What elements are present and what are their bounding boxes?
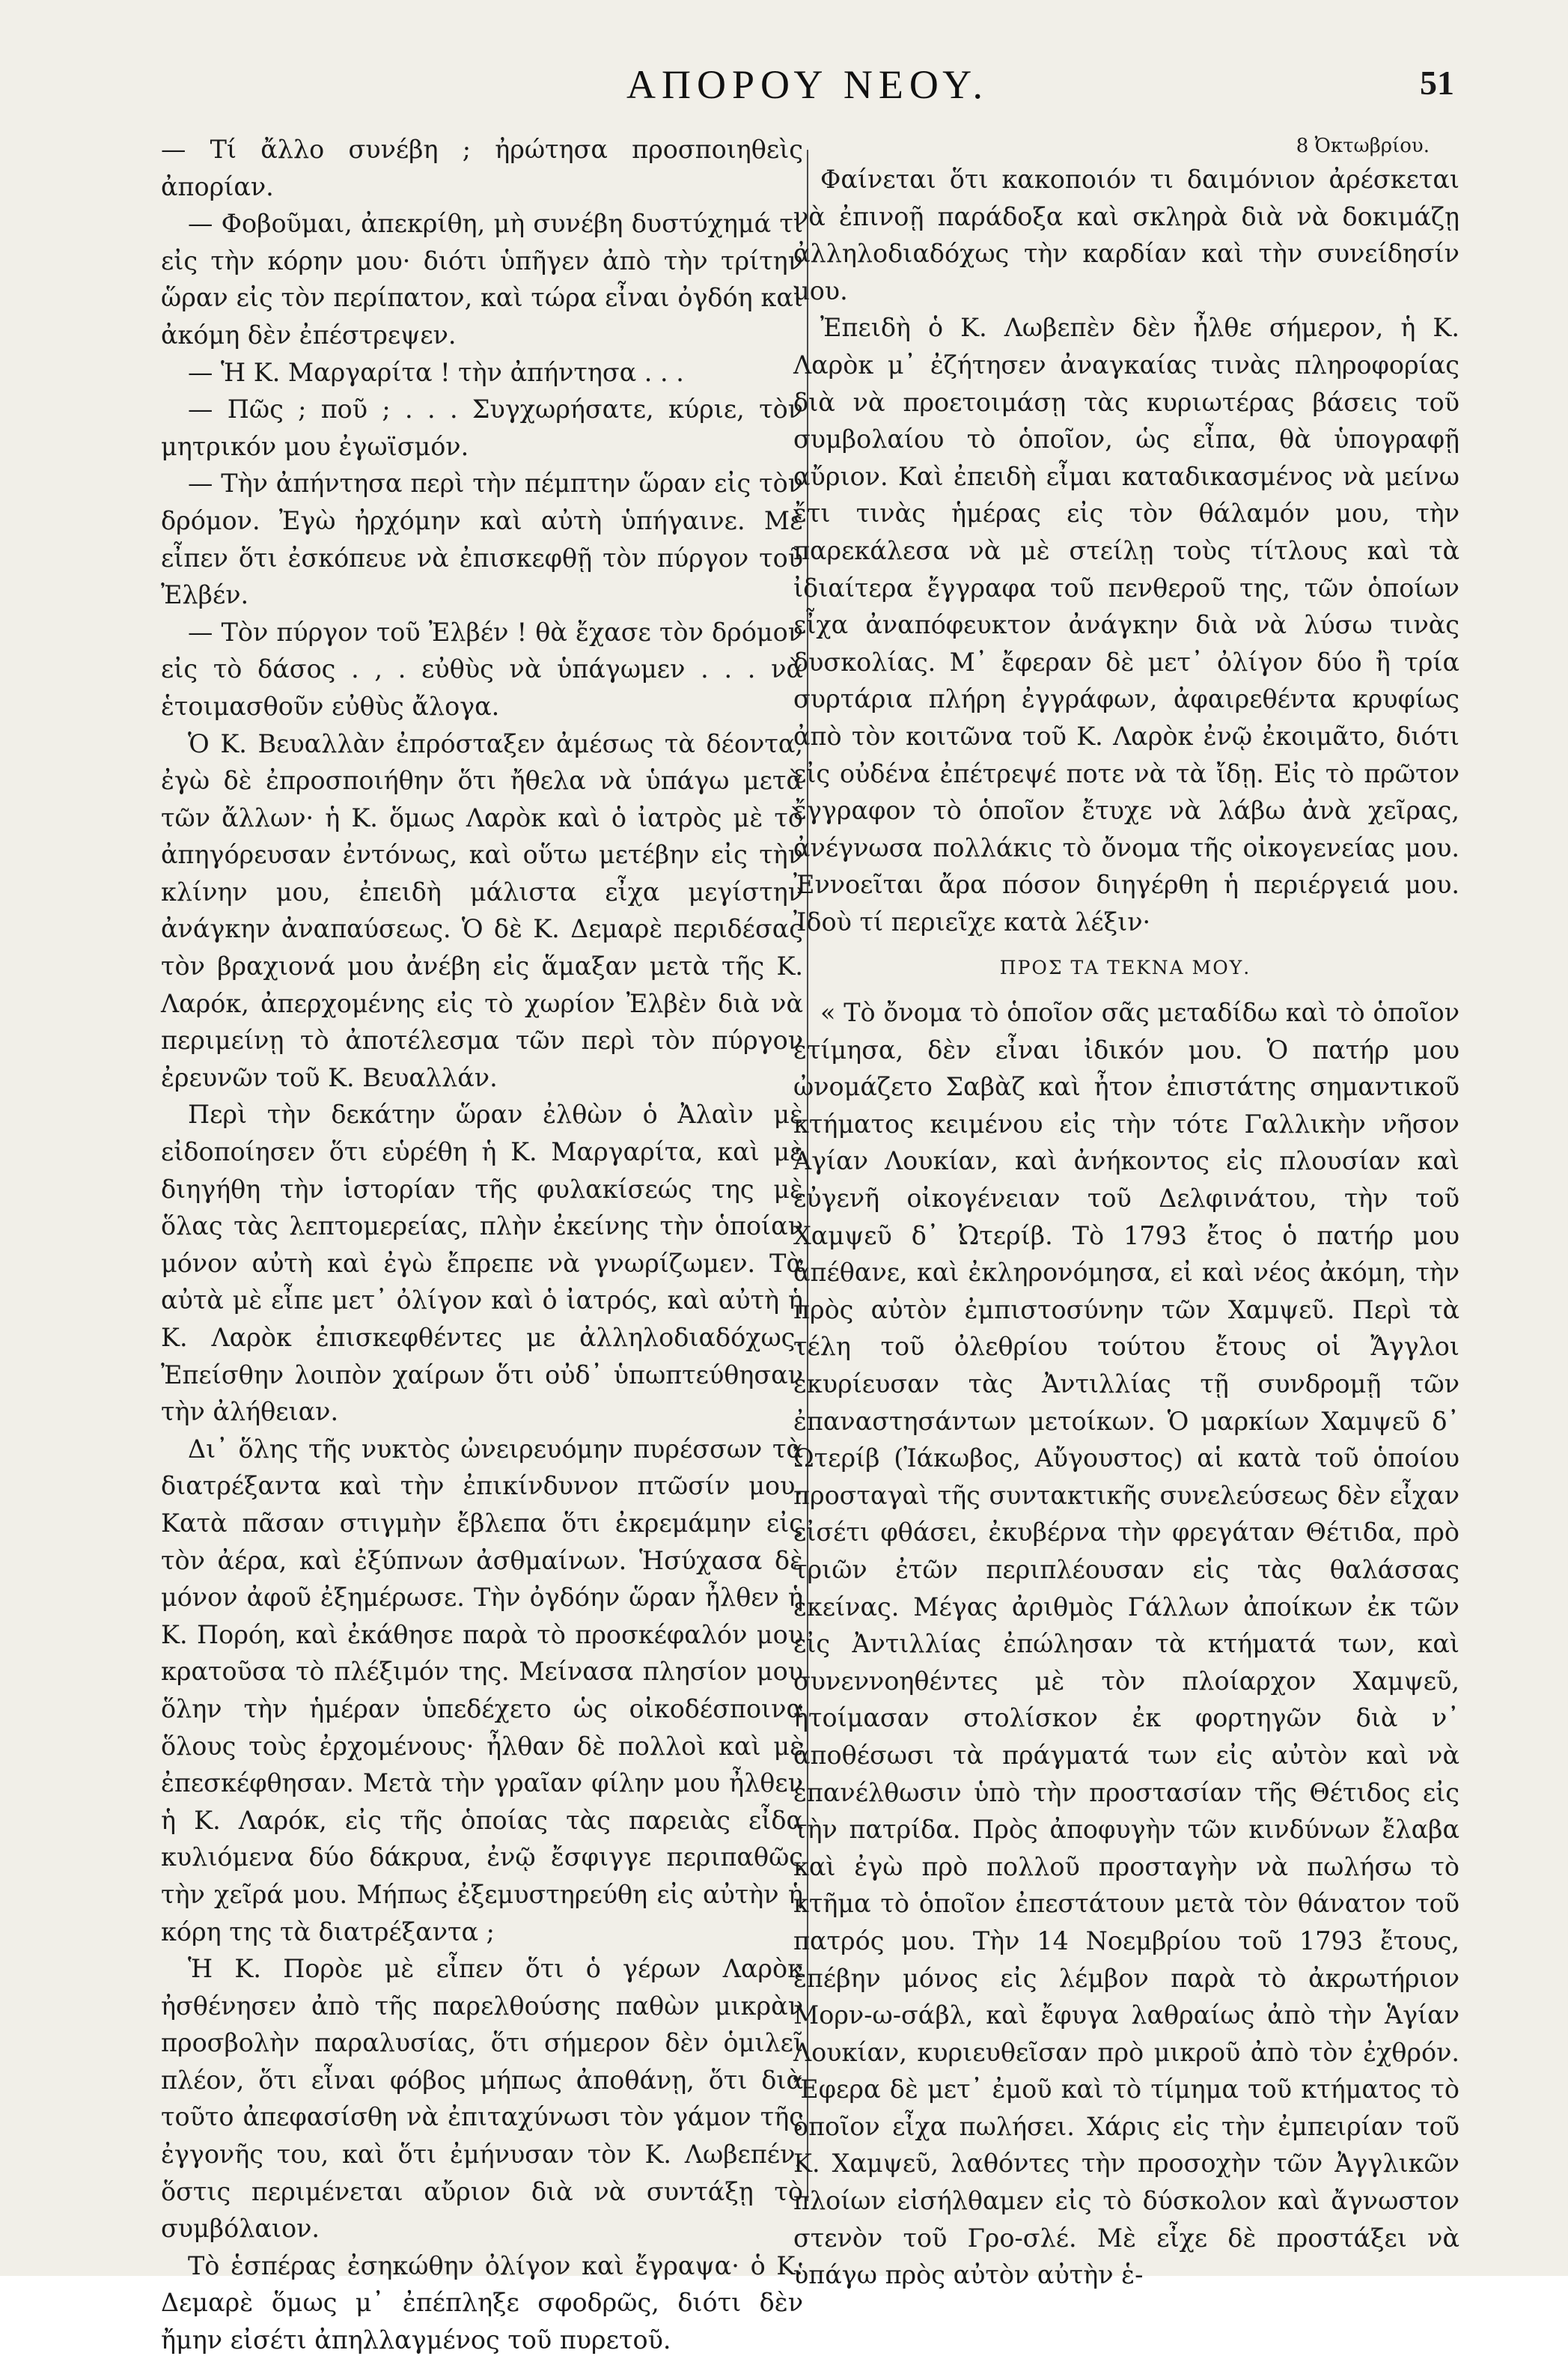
page-header bbox=[161, 61, 1454, 121]
paragraph: — Τί ἄλλο συνέβη ; ἠρώτησα προσποιηθεὶς ἀπορίαν. bbox=[161, 135, 803, 201]
paragraph: Περὶ τὴν δεκάτην ὥραν ἐλθὼν ὁ Ἀλαὶν μὲ εἰδοποίησεν ὅτι εὑρέθη ἡ Κ. Μαργαρίτα, καὶ μὲ διηγήθη τὴν ἱστορίαν τῆς φυλακίσεώς της μὲ ὅλας τὰς λεπτομερείας, πλὴν ἐκείνης τὴν ὁποίαν μόνον αὐτὴ καὶ ἐγὼ ἔπρεπε νὰ γνωρίζωμεν. Τὰ αὐτὰ μὲ εἶπε μετ᾽ ὀλίγον καὶ ὁ ἰατρός, καὶ αὐτὴ ἡ Κ. Λαρὸκ ἐπισκεφθέντες με ἀλληλοδιαδόχως. Ἐπείσθην λοιπὸν χαίρων ὅτι οὐδ᾽ ὑπωπτεύθησαν τὴν ἀλήθειαν. bbox=[161, 1100, 803, 1427]
paragraph: — Πῶς ; ποῦ ; . . . Συγχωρήσατε, κύριε, τὸν μητρικόν μου ἐγωϊσμόν. bbox=[161, 395, 803, 461]
entry-date: 8 Ὀκτωβρίου. bbox=[1296, 135, 1430, 157]
paragraph: Ὁ Κ. Βευαλλὰν ἐπρόσταξεν ἀμέσως τὰ δέοντα, ἐγὼ δὲ ἐπροσποιήθην ὅτι ἤθελα νὰ ὑπάγω μετὰ τῶν ἄλλων· ἡ Κ. ὅμως Λαρὸκ καὶ ὁ ἰατρὸς μὲ τὸ ἀπηγόρευσαν ἐντόνως, καὶ οὕτω μετέβην εἰς τὴν κλίνην μου, ἐπειδὴ μάλιστα εἶχα μεγίστην ἀνάγκην ἀναπαύσεως. Ὁ δὲ Κ. Δεμαρὲ περιδέσας τὸν βραχιονά μου ἀνέβη εἰς ἅμαξαν μετὰ τῆς Κ. Λαρόκ, ἀπερχομένης εἰς τὸ χωρίον Ἐλβὲν διὰ νὰ περιμείνῃ τὸ ἀποτέλεσμα τῶν περὶ τὸν πύργον ἐρευνῶν τοῦ Κ. Βευαλλάν. bbox=[161, 728, 803, 1092]
running-title: ΑΠΟΡΟΥ ΝΕΟΥ. bbox=[626, 62, 989, 107]
paragraph: Τὸ ἑσπέρας ἐσηκώθην ὀλίγον καὶ ἔγραψα· ὁ Κ. Δεμαρὲ ὅμως μ᾽ ἐπέπληξε σφοδρῶς, διότι δὲν ἤμην εἰσέτι ἀπηλλαγμένος τοῦ πυρετοῦ. bbox=[161, 2250, 803, 2355]
paragraph: Φαίνεται ὅτι κακοποιόν τι δαιμόνιον ἀρέσκεται νὰ ἐπινοῇ παράδοξα καὶ σκληρὰ διὰ νὰ δοκιμάζῃ ἀλληλοδιαδόχως τὴν καρδίαν καὶ τὴν συνείδησίν μου. bbox=[793, 165, 1459, 305]
right-column bbox=[791, 131, 1459, 2294]
paragraph: — Τὴν ἀπήντησα περὶ τὴν πέμπτην ὥραν εἰς τὸν δρόμον. Ἐγὼ ἠρχόμην καὶ αὐτὴ ὑπήγαινε. Μὲ εἶπεν ὅτι ἐσκόπευε νὰ ἐπισκεφθῇ τὸν πύργον τοῦ Ἐλβέν. bbox=[161, 469, 803, 610]
paragraph: Ἐπειδὴ ὁ Κ. Λωβεπὲν δὲν ἦλθε σήμερον, ἡ Κ. Λαρὸκ μ᾽ ἐζήτησεν ἀναγκαίας τινὰς πληροφορίας διὰ νὰ προετοιμάσῃ τὰς κυριωτέρας βάσεις τοῦ συμβολαίου τὸ ὁποῖον, ὡς εἶπα, θὰ ὑπογραφῇ αὔριον. Καὶ ἐπειδὴ εἶμαι καταδικασμένος νὰ μείνω ἔτι τινὰς ἡμέρας εἰς τὸν θάλαμόν μου, τὴν παρεκάλεσα νὰ μὲ στείλῃ τοὺς τίτλους καὶ τὰ ἰδιαίτερα ἔγγραφα τοῦ πενθεροῦ της, τῶν ὁποίων εἶχα ἀναπόφευκτον ἀνάγκην διὰ νὰ λύσω τινὰς δυσκολίας. Μ᾽ ἔφεραν δὲ μετ᾽ ὀλίγον δύο ἢ τρία συρτάρια πλήρη ἐγγράφων, ἀφαιρεθέντα κρυφίως ἀπὸ τὸν κοιτῶνα τοῦ Κ. Λαρὸκ ἐνῷ ἐκοιμᾶτο, διότι εἰς οὐδένα ἐπέτρεψέ ποτε νὰ τὰ ἴδῃ. Εἰς τὸ πρῶτον ἔγγραφον τὸ ὁποῖον ἔτυχε νὰ λάβω ἀνὰ χεῖρας, ἀνέγνωσα πολλάκις τὸ ὄνομα τῆς οἰκογενείας μου. Ἐννοεῖται ἄρα πόσον διηγέρθη ἡ περιέργειά μου. Ἰδοὺ τί περιεῖχε κατὰ λέξιν· bbox=[793, 313, 1459, 937]
paragraph: Δι᾽ ὅλης τῆς νυκτὸς ὠνειρευόμην πυρέσσων τὰ διατρέξαντα καὶ τὴν ἐπικίνδυνον πτῶσίν μου. Κατὰ πᾶσαν στιγμὴν ἔβλεπα ὅτι ἐκρεμάμην εἰς τὸν ἀέρα, καὶ ἐξύπνων ἀσθμαίνων. Ἡσύχασα δὲ μόνον ἀφοῦ ἐξημέρωσε. Τὴν ὀγδόην ὥραν ἦλθεν ἡ Κ. Πορόη, καὶ ἐκάθησε παρὰ τὸ προσκέφαλόν μου κρατοῦσα τὸ πλέξιμόν της. Μείνασα πλησίον μου ὅλην τὴν ἡμέραν ὑπεδέχετο ὡς οἰκοδέσποινα ὅλους τοὺς ἐρχομένους· ἦλθαν δὲ πολλοὶ καὶ μὲ ἐπεσκέφθησαν. Μετὰ τὴν γραῖαν φίλην μου ἦλθεν ἡ Κ. Λαρόκ, εἰς τῆς ὁποίας τὰς παρειὰς εἶδα κυλιόμενα δύο δάκρυα, ἐνῷ ἔσφιγγε περιπαθῶς τὴν χεῖρά μου. Μήπως ἐξεμυστηρεύθη εἰς αὐτὴν ἡ κόρη της τὰ διατρέξαντα ; bbox=[161, 1434, 803, 1946]
page-number: 51 bbox=[1420, 64, 1454, 102]
letter-paragraph: « Τὸ ὄνομα τὸ ὁποῖον σᾶς μεταδίδω καὶ τὸ ὁποῖον ἐτίμησα, δὲν εἶναι ἰδικόν μου. Ὁ πατήρ μου ὠνομάζετο Σαβὰζ καὶ ἦτον ἐπιστάτης σημαντικοῦ κτήματος κειμένου εἰς τὴν τότε Γαλλικὴν νῆσον Ἁγίαν Λουκίαν, καὶ ἀνήκοντος εἰς πλουσίαν καὶ εὐγενῆ οἰκογένειαν τοῦ Δελφινάτου, τὴν τοῦ Χαμψεῦ δ᾽ Ὠτερίβ. Τὸ 1793 ἔτος ὁ πατήρ μου ἀπέθανε, καὶ ἐκληρονόμησα, εἰ καὶ νέος ἀκόμη, τὴν πρὸς αὐτὸν ἐμπιστοσύνην τῶν Χαμψεῦ. Περὶ τὰ τέλη τοῦ ὀλεθρίου τούτου ἔτους οἱ Ἄγγλοι ἐκυρίευσαν τὰς Ἀντιλλίας τῇ συνδρομῇ τῶν ἐπαναστησάντων μετοίκων. Ὁ μαρκίων Χαμψεῦ δ᾽ Ὠτερίβ (Ἰάκωβος, Αὔγουστος) αἱ κατὰ τοῦ ὁποίου προσταγαὶ τῆς συντακτικῆς συνελεύσεως δὲν εἶχαν εἰσέτι φθάσει, ἐκυβέρνα τὴν φρεγάταν Θέτιδα, πρὸ τριῶν ἐτῶν περιπλέουσαν εἰς τὰς θαλάσσας ἐκείνας. Μέγας ἀριθμὸς Γάλλων ἀποίκων ἐκ τῶν εἰς Ἀντιλλίας ἐπώλησαν τὰ κτήματά των, καὶ συνεννοηθέντες μὲ τὸν πλοίαρχον Χαμψεῦ, ἡτοίμασαν στολίσκον ἐκ φορτηγῶν διὰ ν᾽ ἀποθέσωσι τὰ πράγματά των εἰς αὐτὸν καὶ νὰ ἐπανέλθωσιν ὑπὸ τὴν προστασίαν τῆς Θέτιδος εἰς τὴν πατρίδα. Πρὸς ἀποφυγὴν τῶν κινδύνων ἔλαβα καὶ ἐγὼ πρὸ πολλοῦ προσταγὴν νὰ πωλήσω τὸ κτῆμα τὸ ὁποῖον ἐπεστάτουν μετὰ τὸν θάνατον τοῦ πατρός μου. Τὴν 14 Νοεμβρίου τοῦ 1793 ἔτους, ἐπέβην μόνος εἰς λέμβον παρὰ τὸ ἀκρωτήριον Μορν-ω-σάβλ, καὶ ἔφυγα λαθραίως ἀπὸ τὴν Ἁγίαν Λουκίαν, κυριευθεῖσαν πρὸ μικροῦ ἀπὸ τὸν ἐχθρόν. Ἔφερα δὲ μετ᾽ ἐμοῦ καὶ τὸ τίμημα τοῦ κτήματος τὸ ὁποῖον εἶχα πωλήσει. Χάρις εἰς τὴν ἐμπειρίαν τοῦ Κ. Χαμψεῦ, λαθόντες τὴν προσοχὴν τῶν Ἀγγλικῶν πλοίων εἰσήλθαμεν εἰς τὸ δύσκολον καὶ ἄγνωστον στενὸν τοῦ Γρο-σλέ. Μὲ εἶχε δὲ προστάξει νὰ ὑπάγω πρὸς αὐτὸν αὐτὴν ἑ- bbox=[793, 998, 1459, 2290]
left-column bbox=[161, 131, 803, 2359]
paragraph: — Ἡ Κ. Μαργαρίτα ! τὴν ἀπήντησα . . . bbox=[188, 357, 684, 387]
paragraph: — Φοβοῦμαι, ἀπεκρίθη, μὴ συνέβη δυστύχημά τι εἰς τὴν κόρην μου· διότι ὑπῆγεν ἀπὸ τὴν τρίτην ὥραν εἰς τὸν περίπατον, καὶ τώρα εἶναι ὀγδόη καὶ ἀκόμη δὲν ἐπέστρεψεν. bbox=[161, 209, 803, 350]
paragraph: Ἡ Κ. Πορὸε μὲ εἶπεν ὅτι ὁ γέρων Λαρὸκ ἠσθένησεν ἀπὸ τῆς παρελθούσης παθὼν μικρὰν προσβολὴν παραλυσίας, ὅτι σήμερον δὲν ὁμιλεῖ πλέον, ὅτι εἶναι φόβος μήπως ἀποθάνῃ, ὅτι διὰ τοῦτο ἀπεφασίσθη νὰ ἐπιταχύνωσι τὸν γάμον τῆς ἐγγονῆς του, καὶ ὅτι ἐμήνυσαν τὸν Κ. Λωβεπέν, ὅστις περιμένεται αὔριον διὰ νὰ συντάξῃ τὸ συμβόλαιον. bbox=[161, 1954, 803, 2244]
paragraph: — Τὸν πύργον τοῦ Ἐλβέν ! θὰ ἔχασε τὸν δρόμον εἰς τὸ δάσος . , . εὐθὺς νὰ ὑπάγωμεν . . . νὰ ἑτοιμασθοῦν εὐθὺς ἄλογα. bbox=[161, 617, 803, 721]
letter-title: ΠΡΟΣ ΤΑ ΤΕΚΝΑ ΜΟΥ. bbox=[999, 957, 1251, 979]
